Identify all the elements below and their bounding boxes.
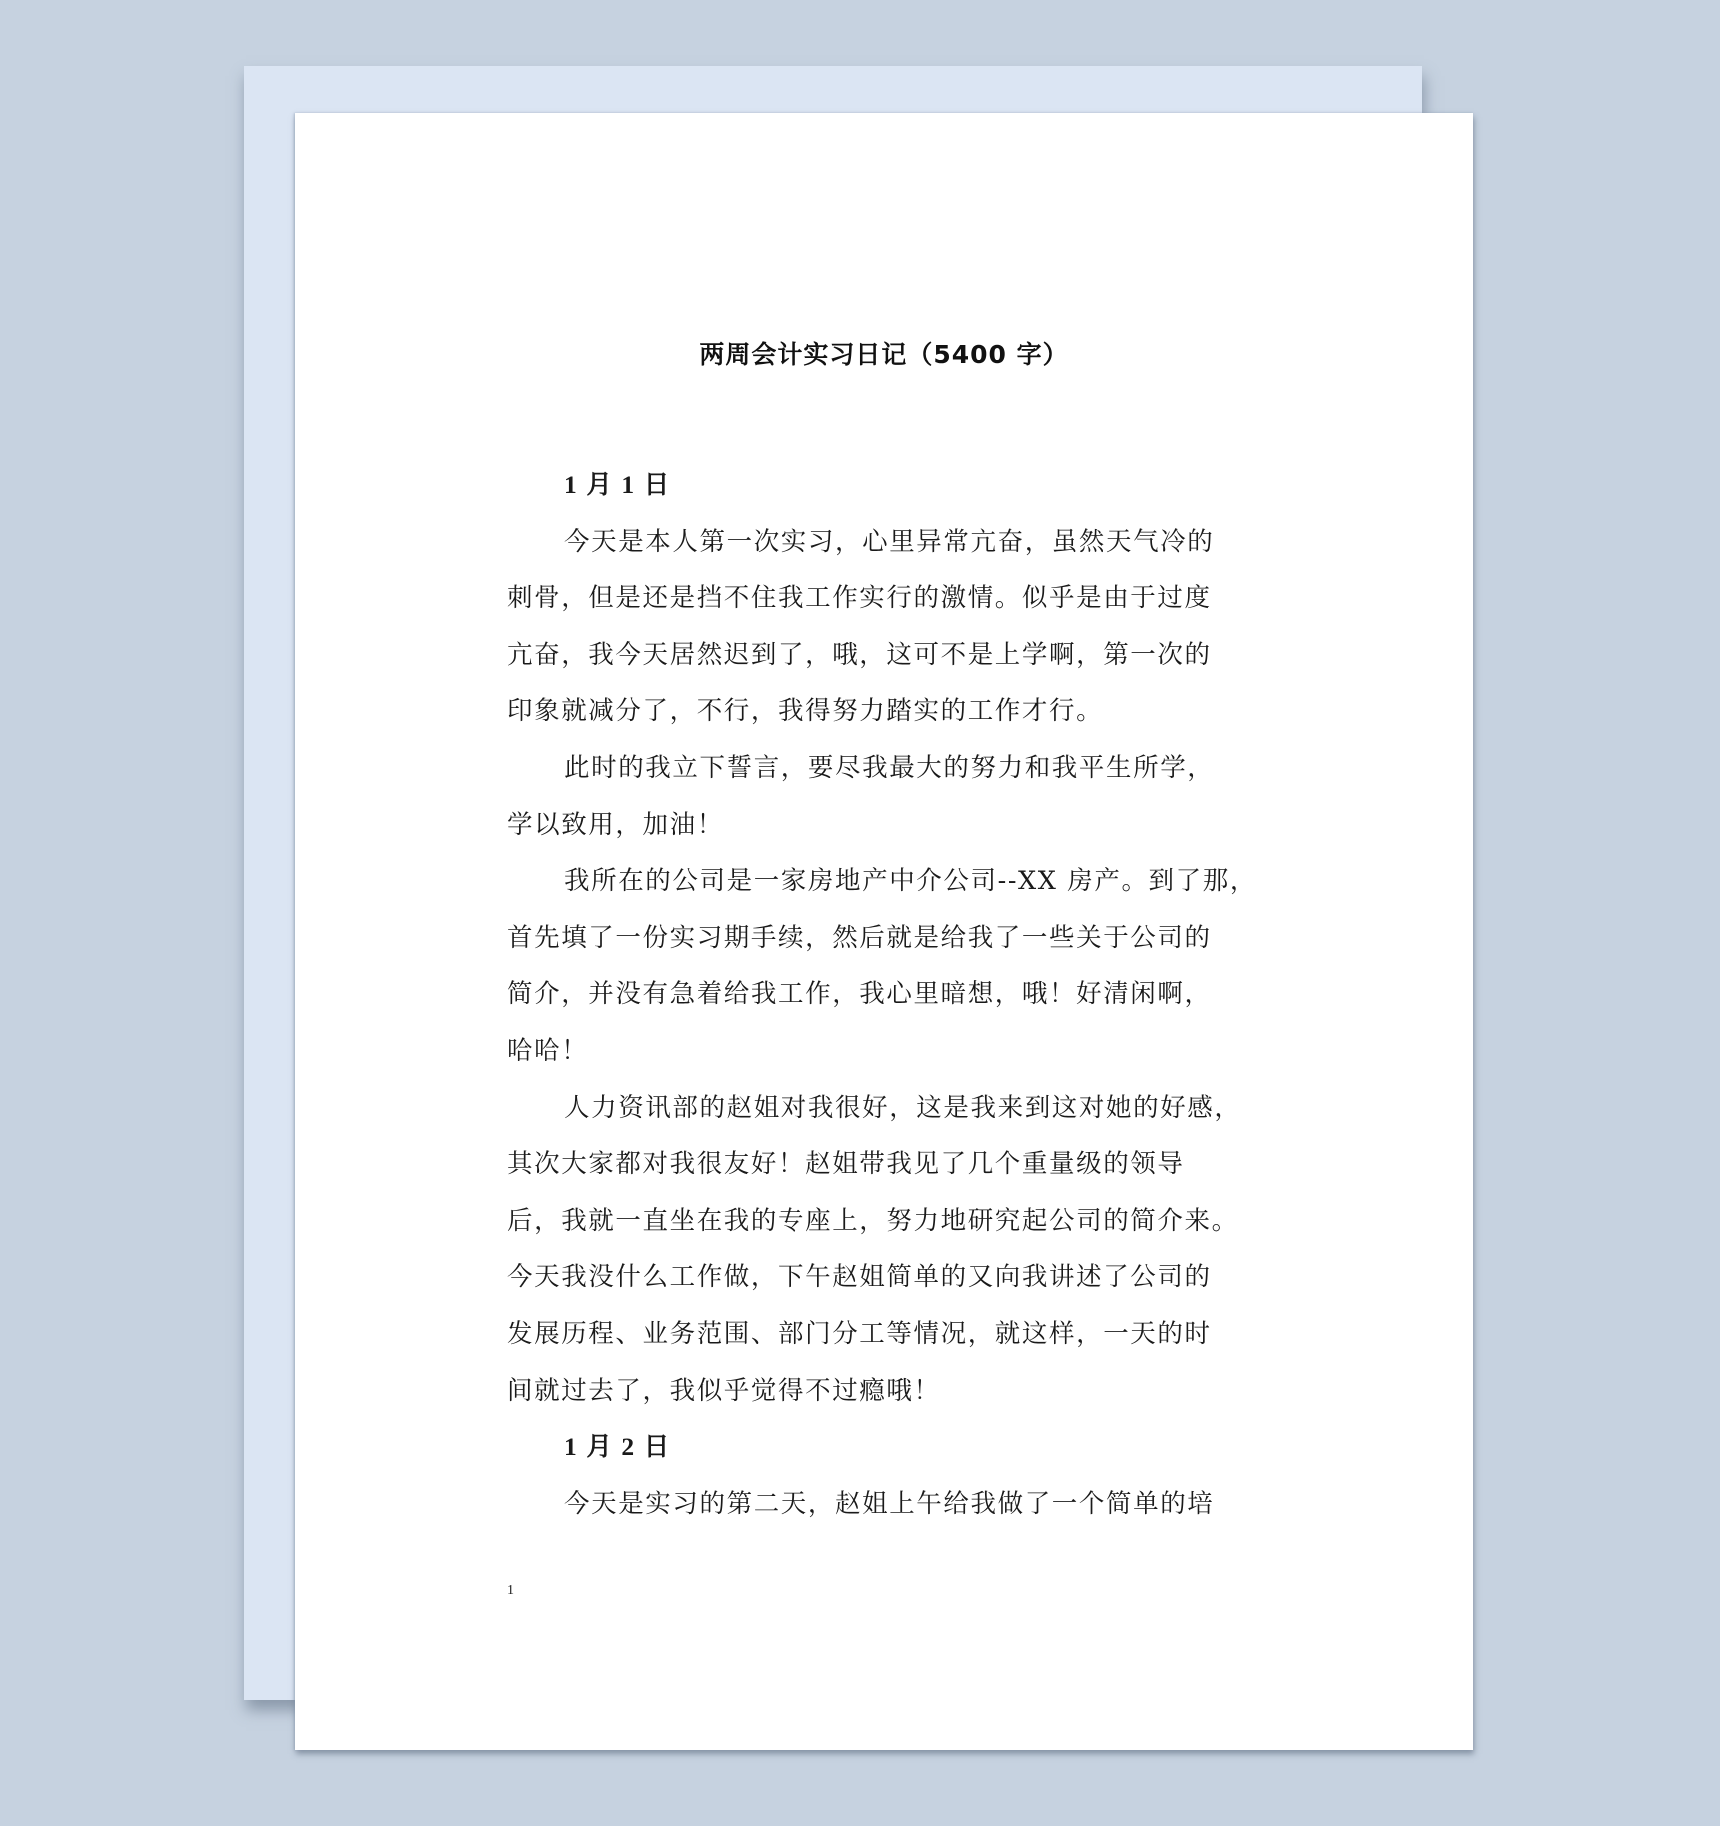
paragraph-line: 发展历程、业务范围、部门分工等情况，就这样，一天的时 bbox=[507, 1318, 1212, 1349]
document-body bbox=[507, 457, 1262, 1532]
paragraph-line: 亢奋，我今天居然迟到了，哦，这可不是上学啊，第一次的 bbox=[507, 639, 1212, 670]
document-title: 两周会计实习日记（5400 字） bbox=[699, 340, 1069, 369]
paragraph-line: 我所在的公司是一家房地产中介公司--XX 房产。到了那， bbox=[564, 866, 1257, 897]
paragraph-line: 后，我就一直坐在我的专座上，努力地研究起公司的简介来。 bbox=[507, 1205, 1239, 1236]
paragraph-line: 首先填了一份实习期手续，然后就是给我了一些关于公司的 bbox=[507, 922, 1212, 953]
date-heading: 1 月 2 日 bbox=[564, 1432, 671, 1462]
paragraph-line: 简介，并没有急着给我工作，我心里暗想，哦！好清闲啊， bbox=[507, 979, 1212, 1010]
paragraph-line: 刺骨，但是还是挡不住我工作实行的激情。似乎是由于过度 bbox=[507, 583, 1212, 614]
date-heading: 1 月 1 日 bbox=[564, 470, 671, 499]
paragraph-line: 哈哈！ bbox=[507, 1035, 589, 1066]
paragraph-line: 今天是本人第一次实习，心里异常亢奋，虽然天气冷的 bbox=[564, 526, 1215, 557]
paragraph-line: 人力资讯部的赵姐对我很好，这是我来到这对她的好感， bbox=[564, 1092, 1242, 1123]
paragraph-line: 今天是实习的第二天，赵姐上午给我做了一个简单的培 bbox=[564, 1488, 1215, 1519]
paragraph-line: 学以致用，加油！ bbox=[507, 809, 724, 840]
document-page bbox=[295, 113, 1473, 1750]
page-number: 1 bbox=[507, 1583, 514, 1598]
paragraph-line: 其次大家都对我很友好！赵姐带我见了几个重量级的领导 bbox=[507, 1149, 1185, 1180]
paragraph-line: 今天我没什么工作做，下午赵姐简单的又向我讲述了公司的 bbox=[507, 1262, 1212, 1293]
paragraph-line: 间就过去了，我似乎觉得不过瘾哦！ bbox=[507, 1375, 941, 1406]
paragraph-line: 印象就减分了，不行，我得努力踏实的工作才行。 bbox=[507, 696, 1104, 727]
paragraph-line: 此时的我立下誓言，要尽我最大的努力和我平生所学， bbox=[564, 752, 1215, 783]
